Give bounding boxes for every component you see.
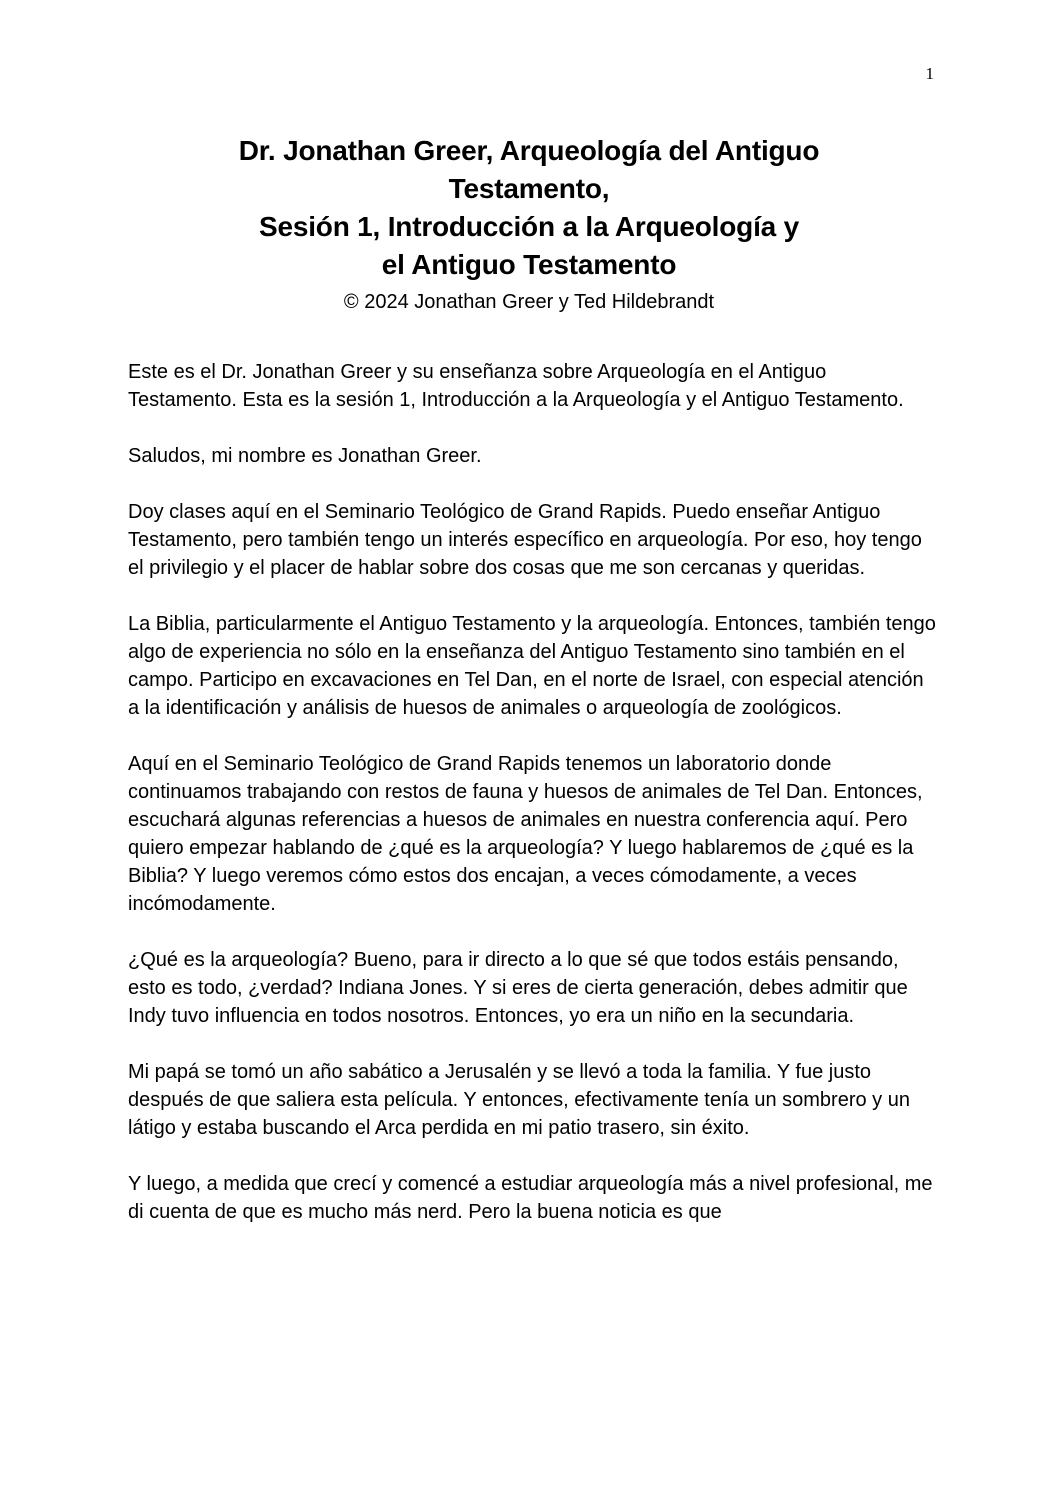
- paragraph: La Biblia, particularmente el Antiguo Testamento y la arqueología. Entonces, también tengo algo de experiencia no sólo en la enseñanza del Antiguo Testamento sino también en el campo. Participo en excavaciones en Tel Dan, en el norte de Israel, con especial atención a la identificación y análisis de huesos de animales o arqueología de zoológicos.: [128, 613, 936, 719]
- copyright-notice: © 2024 Jonathan Greer y Ted Hildebrandt: [343, 291, 715, 313]
- paragraph: Aquí en el Seminario Teológico de Grand Rapids tenemos un laboratorio donde continuamos trabajando con restos de fauna y huesos de animales de Tel Dan. Entonces, escuchará algunas referencias a huesos de animales en nuestra conferencia aquí. Pero quiero empezar hablando de ¿qué es la arqueología? Y luego hablaremos de ¿qué es la Biblia? Y luego veremos cómo estos dos encajan, a veces cómodamente, a veces incómodamente.: [128, 753, 923, 915]
- paragraph: Doy clases aquí en el Seminario Teológico de Grand Rapids. Puedo enseñar Antiguo Testamento, pero también tengo un interés específico en arqueología. Por eso, hoy tengo el privilegio y el placer de hablar sobre dos cosas que me son cercanas y queridas.: [128, 501, 922, 579]
- page-number: 1: [925, 64, 934, 83]
- paragraph: Este es el Dr. Jonathan Greer y su enseñanza sobre Arqueología en el Antiguo Testamento. Esta es la sesión 1, Introducción a la Arqueología y el Antiguo Testamento.: [128, 361, 904, 411]
- paragraph: Mi papá se tomó un año sabático a Jerusalén y se llevó a toda la familia. Y fue justo después de que saliera esta película. Y entonces, efectivamente tenía un sombrero y un látigo y estaba buscando el Arca perdida en mi patio trasero, sin éxito.: [128, 1061, 910, 1139]
- paragraph: ¿Qué es la arqueología? Bueno, para ir directo a lo que sé que todos estáis pensando, esto es todo, ¿verdad? Indiana Jones. Y si eres de cierta generación, debes admitir que Indy tuvo influencia en todos nosotros. Entonces, yo era un niño en la secundaria.: [128, 949, 908, 1027]
- document-header: [128, 132, 930, 316]
- title-line-3: Sesión 1, Introducción a la Arqueología y: [259, 211, 799, 242]
- title-line-4: el Antiguo Testamento: [381, 249, 677, 280]
- paragraph: Saludos, mi nombre es Jonathan Greer.: [128, 445, 482, 467]
- paragraph: Y luego, a medida que crecí y comencé a estudiar arqueología más a nivel profesional, me di cuenta de que es mucho más nerd. Pero la buena noticia es que: [128, 1173, 933, 1223]
- document-body: [128, 358, 938, 1254]
- title-line-1: Dr. Jonathan Greer, Arqueología del Antiguo: [238, 135, 820, 166]
- title-line-2: Testamento,: [448, 173, 610, 204]
